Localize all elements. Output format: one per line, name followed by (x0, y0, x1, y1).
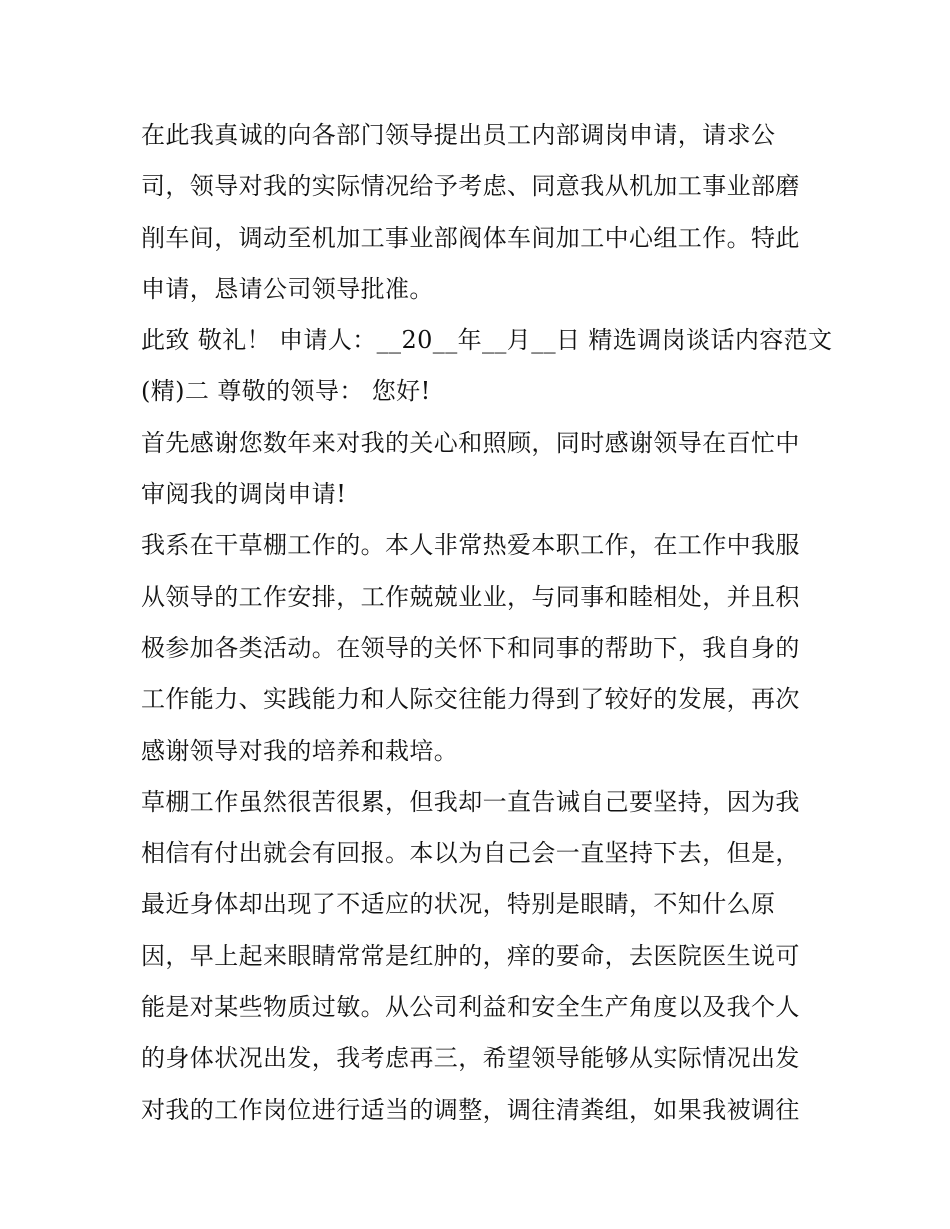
text-line: 能是对某些物质过敏。从公司利益和安全生产角度以及我个人 (141, 993, 800, 1022)
text-line: 在此我真诚的向各部门领导提出员工内部调岗申请，请求公 (141, 121, 776, 149)
text-line: 最近身体却出现了不适应的状况，特别是眼睛，不知什么原 (141, 890, 776, 919)
text-line: 极参加各类活动。在领导的关怀下和同事的帮助下，我自身的 (141, 633, 800, 662)
text-line: 我系在干草棚工作的。本人非常热爱本职工作，在工作中我服 (141, 531, 800, 560)
text-line: (精)二 尊敬的领导： 您好! (141, 377, 431, 406)
text-line: 此致 敬礼！ 申请人：__20__年__月__日 精选调岗谈话内容范文 (141, 326, 833, 355)
text-line: 首先感谢您数年来对我的关心和照顾，同时感谢领导在百忙中 (141, 428, 800, 457)
text-line: 草棚工作虽然很苦很累，但我却一直告诫自己要坚持，因为我 (141, 787, 800, 816)
text-line: 申请，恳请公司领导批准。 (141, 274, 434, 303)
text-line: 的身体状况出发，我考虑再三，希望领导能够从实际情况出发 (141, 1044, 800, 1073)
text-line: 削车间，调动至机加工事业部阀体车间加工中心组工作。特此 (141, 223, 800, 252)
text-line: 对我的工作岗位进行适当的调整，调往清粪组，如果我被调往 (141, 1095, 800, 1124)
text-line: 审阅我的调岗申请! (141, 480, 347, 509)
text-line: 相信有付出就会有回报。本以为自己会一直坚持下去，但是， (141, 839, 800, 868)
text-line: 工作能力、实践能力和人际交往能力得到了较好的发展，再次 (141, 685, 800, 714)
text-line: 因，早上起来眼睛常常是红肿的，痒的要命，去医院医生说可 (141, 941, 800, 970)
text-line: 从领导的工作安排，工作兢兢业业，与同事和睦相处，并且积 (141, 582, 800, 611)
text-line: 感谢领导对我的培养和栽培。 (141, 736, 459, 765)
text-line: 司，领导对我的实际情况给予考虑、同意我从机加工事业部磨 (141, 172, 800, 201)
document-body (141, 110, 833, 1136)
